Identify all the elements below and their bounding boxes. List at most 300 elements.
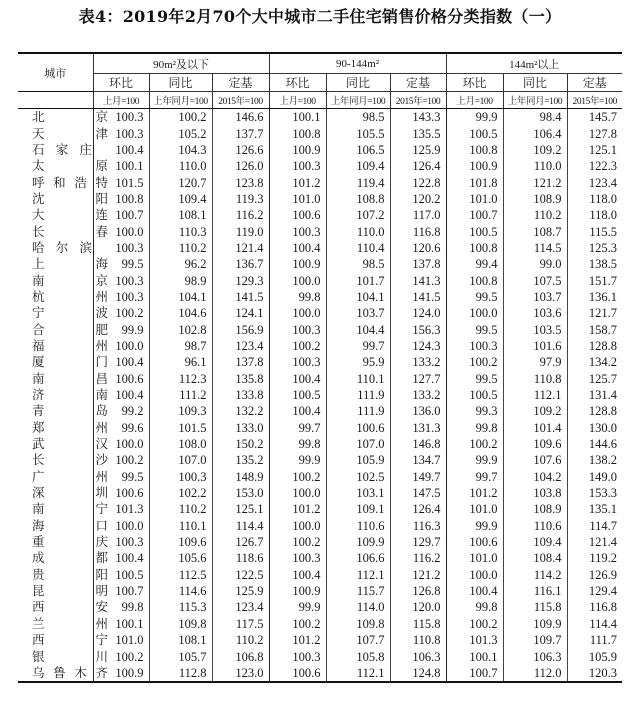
index-value: 110.6 — [503, 518, 567, 534]
index-value: 121.4 — [567, 534, 622, 550]
index-value: 98.4 — [503, 109, 567, 126]
index-value: 120.3 — [567, 665, 622, 682]
index-value: 100.3 — [269, 223, 326, 239]
city-name — [18, 501, 108, 517]
city-name — [18, 288, 108, 305]
city-name-text: 南京 — [32, 272, 108, 288]
index-value: 136.0 — [390, 403, 446, 419]
index-value: 127.8 — [567, 125, 622, 141]
index-value: 109.1 — [326, 501, 390, 517]
index-value: 133.0 — [212, 420, 269, 436]
index-value: 100.3 — [93, 289, 149, 305]
index-value: 138.5 — [567, 256, 622, 272]
index-value: 100.2 — [149, 109, 212, 126]
index-value: 126.0 — [212, 158, 269, 174]
table-row — [18, 256, 622, 272]
table-row — [18, 599, 622, 615]
index-value: 110.3 — [149, 223, 212, 239]
index-value: 101.3 — [93, 501, 149, 517]
index-value: 108.0 — [149, 436, 212, 452]
index-value: 100.2 — [269, 616, 326, 632]
index-value: 110.4 — [326, 240, 390, 256]
table-row — [18, 109, 622, 126]
index-value: 110.8 — [503, 371, 567, 387]
index-value: 121.7 — [567, 305, 622, 321]
index-value: 98.5 — [326, 256, 390, 272]
index-value: 100.3 — [269, 354, 326, 370]
index-value: 100.7 — [446, 665, 503, 682]
index-value: 100.9 — [269, 256, 326, 272]
index-value: 100.4 — [93, 550, 149, 566]
table-row — [18, 125, 622, 141]
index-value: 100.9 — [446, 158, 503, 174]
index-value: 133.2 — [390, 354, 446, 370]
table-row — [18, 207, 622, 223]
index-value: 100.3 — [93, 240, 149, 256]
index-value: 141.3 — [390, 272, 446, 288]
index-value: 145.7 — [567, 109, 622, 126]
index-value: 100.2 — [93, 452, 149, 468]
city-name-text: 成都 — [32, 550, 108, 566]
index-value: 99.5 — [446, 289, 503, 305]
index-value: 133.2 — [390, 387, 446, 403]
index-value: 138.2 — [567, 452, 622, 468]
index-value: 107.0 — [326, 436, 390, 452]
index-value: 100.1 — [446, 648, 503, 664]
sub-header-mom: 环比 — [446, 74, 503, 92]
index-value: 125.1 — [567, 142, 622, 158]
index-value: 131.3 — [390, 420, 446, 436]
index-value: 128.8 — [567, 403, 622, 419]
index-value: 100.6 — [269, 665, 326, 682]
index-value: 102.5 — [326, 469, 390, 485]
base-header-mom: 上月=100 — [446, 92, 503, 109]
index-value: 100.5 — [446, 125, 503, 141]
index-value: 143.3 — [390, 109, 446, 126]
index-value: 153.0 — [212, 485, 269, 501]
index-value: 131.4 — [567, 387, 622, 403]
city-name — [18, 583, 108, 599]
index-value: 119.0 — [212, 223, 269, 239]
city-name-text: 武汉 — [32, 436, 108, 452]
index-value: 100.4 — [93, 354, 149, 370]
index-value: 124.0 — [390, 305, 446, 321]
index-value: 135.8 — [212, 371, 269, 387]
index-value: 107.0 — [149, 452, 212, 468]
city-name — [18, 534, 108, 550]
index-value: 110.1 — [326, 371, 390, 387]
city-name — [18, 223, 108, 239]
city-name — [18, 403, 108, 419]
index-value: 109.4 — [326, 158, 390, 174]
city-name-text: 上海 — [32, 256, 108, 272]
city-name-text: 杭州 — [32, 288, 108, 304]
city-name-text: 海口 — [32, 517, 108, 533]
city-name-text: 西安 — [32, 599, 108, 615]
index-value: 121.2 — [390, 567, 446, 583]
city-name-text: 呼和浩特 — [32, 174, 108, 190]
city-name — [18, 256, 108, 272]
index-value: 99.9 — [446, 452, 503, 468]
index-value: 114.2 — [503, 567, 567, 583]
city-name — [18, 419, 108, 436]
index-value: 100.7 — [93, 207, 149, 223]
index-value: 136.1 — [567, 289, 622, 305]
city-name-text: 长春 — [32, 223, 108, 239]
index-value: 100.2 — [93, 305, 149, 321]
table-row — [18, 632, 622, 648]
index-value: 133.8 — [212, 387, 269, 403]
index-value: 106.6 — [326, 550, 390, 566]
index-value: 100.8 — [446, 272, 503, 288]
index-value: 104.1 — [326, 289, 390, 305]
index-value: 100.9 — [269, 142, 326, 158]
city-name — [18, 207, 108, 223]
index-value: 101.2 — [269, 632, 326, 648]
index-value: 101.0 — [446, 501, 503, 517]
city-name — [18, 354, 108, 370]
base-header-mom: 上月=100 — [93, 92, 149, 109]
index-value: 103.8 — [503, 485, 567, 501]
group-header-large: 144m²以上 — [446, 53, 622, 74]
index-value: 134.7 — [390, 452, 446, 468]
index-value: 123.4 — [567, 174, 622, 190]
city-name — [18, 190, 108, 207]
index-value: 104.1 — [149, 289, 212, 305]
index-value: 135.1 — [567, 501, 622, 517]
index-value: 100.6 — [446, 534, 503, 550]
index-value: 110.2 — [212, 632, 269, 648]
index-value: 99.8 — [446, 420, 503, 436]
index-value: 115.3 — [149, 599, 212, 615]
index-value: 107.6 — [503, 452, 567, 468]
index-value: 100.4 — [93, 387, 149, 403]
index-value: 110.2 — [149, 501, 212, 517]
index-value: 98.5 — [326, 109, 390, 126]
base-header-yoy: 上年同月=100 — [503, 92, 567, 109]
index-value: 111.2 — [149, 387, 212, 403]
table-row — [18, 158, 622, 174]
city-name — [18, 305, 108, 321]
index-value: 158.7 — [567, 321, 622, 337]
city-name — [18, 125, 108, 141]
index-value: 106.5 — [326, 142, 390, 158]
index-value: 103.7 — [503, 289, 567, 305]
city-name — [18, 550, 108, 566]
table-row — [18, 501, 622, 517]
index-value: 141.5 — [212, 289, 269, 305]
index-value: 112.1 — [326, 665, 390, 682]
index-value: 100.4 — [269, 403, 326, 419]
index-value: 100.1 — [93, 158, 149, 174]
table-row — [18, 583, 622, 599]
index-value: 100.6 — [93, 485, 149, 501]
index-value: 100.8 — [446, 240, 503, 256]
index-value: 111.9 — [326, 387, 390, 403]
index-value: 129.7 — [390, 534, 446, 550]
index-value: 99.4 — [446, 256, 503, 272]
city-name — [18, 517, 108, 534]
index-value: 100.3 — [93, 534, 149, 550]
index-value: 100.3 — [269, 321, 326, 337]
index-value: 99.5 — [93, 256, 149, 272]
index-value: 100.2 — [93, 648, 149, 664]
sub-header-mom: 环比 — [93, 74, 149, 92]
index-value: 121.4 — [212, 240, 269, 256]
city-name — [18, 599, 108, 615]
base-header-yoy: 上年同月=100 — [149, 92, 212, 109]
city-name-text: 昆明 — [32, 583, 108, 599]
index-value: 126.6 — [212, 142, 269, 158]
index-value: 100.9 — [269, 583, 326, 599]
city-name — [18, 370, 108, 387]
index-value: 110.2 — [503, 207, 567, 223]
index-value: 100.0 — [93, 338, 149, 354]
table-row — [18, 289, 622, 305]
table-row — [18, 534, 622, 550]
index-value: 100.0 — [269, 305, 326, 321]
city-name — [18, 158, 108, 174]
index-value: 127.7 — [390, 371, 446, 387]
index-value: 112.8 — [149, 665, 212, 682]
city-name — [18, 485, 108, 501]
index-value: 99.8 — [93, 599, 149, 615]
index-value: 108.7 — [503, 223, 567, 239]
index-value: 101.5 — [149, 420, 212, 436]
table-row — [18, 354, 622, 370]
city-name-text: 银川 — [32, 648, 108, 664]
index-value: 114.7 — [567, 518, 622, 534]
index-value: 112.1 — [326, 567, 390, 583]
sub-header-fixed-base: 定基 — [212, 74, 269, 92]
city-name-text: 厦门 — [32, 354, 108, 370]
index-value: 141.5 — [390, 289, 446, 305]
index-value: 97.9 — [503, 354, 567, 370]
price-index-table — [18, 52, 622, 683]
index-value: 101.8 — [446, 174, 503, 190]
index-value: 123.4 — [212, 338, 269, 354]
index-value: 156.3 — [390, 321, 446, 337]
index-value: 100.2 — [269, 338, 326, 354]
index-value: 100.2 — [269, 469, 326, 485]
index-value: 105.8 — [326, 648, 390, 664]
index-value: 122.3 — [567, 158, 622, 174]
index-value: 114.4 — [567, 616, 622, 632]
table-row — [18, 305, 622, 321]
table-header — [18, 53, 622, 109]
city-name-text: 乌鲁木齐 — [32, 664, 108, 680]
table-title: 表4：2019年2月70个大中城市二手住宅销售价格分类指数（一） — [78, 7, 562, 26]
index-value: 100.5 — [93, 567, 149, 583]
index-value: 108.1 — [149, 207, 212, 223]
index-value: 101.7 — [326, 272, 390, 288]
index-value: 99.7 — [326, 338, 390, 354]
index-value: 107.2 — [326, 207, 390, 223]
index-value: 121.2 — [503, 174, 567, 190]
city-name — [18, 109, 108, 126]
index-value: 111.9 — [326, 403, 390, 419]
index-value: 110.8 — [390, 632, 446, 648]
index-value: 104.4 — [326, 321, 390, 337]
index-value: 100.5 — [269, 387, 326, 403]
index-value: 126.9 — [567, 567, 622, 583]
index-value: 98.7 — [149, 338, 212, 354]
index-value: 106.3 — [390, 648, 446, 664]
index-value: 101.3 — [446, 632, 503, 648]
base-header-yoy: 上年同月=100 — [326, 92, 390, 109]
index-value: 100.0 — [93, 223, 149, 239]
index-value: 114.6 — [149, 583, 212, 599]
table-row — [18, 567, 622, 583]
index-value: 109.4 — [503, 534, 567, 550]
city-name-text: 郑州 — [32, 419, 108, 435]
city-header-spacer — [18, 92, 93, 109]
index-value: 102.2 — [149, 485, 212, 501]
sub-header-yoy: 同比 — [149, 74, 212, 92]
index-value: 120.6 — [390, 240, 446, 256]
index-value: 137.7 — [212, 125, 269, 141]
city-name-text: 石家庄 — [32, 141, 92, 157]
index-value: 100.1 — [93, 616, 149, 632]
index-value: 107.5 — [503, 272, 567, 288]
index-value: 112.1 — [503, 387, 567, 403]
index-value: 109.6 — [149, 534, 212, 550]
city-name — [18, 664, 108, 682]
city-name-text: 兰州 — [32, 615, 108, 631]
index-value: 134.2 — [567, 354, 622, 370]
city-name — [18, 468, 108, 485]
index-value: 153.3 — [567, 485, 622, 501]
index-value: 100.3 — [149, 469, 212, 485]
index-value: 99.7 — [269, 420, 326, 436]
sub-header-yoy: 同比 — [326, 74, 390, 92]
index-value: 110.0 — [149, 158, 212, 174]
index-value: 105.9 — [326, 452, 390, 468]
index-value: 103.7 — [326, 305, 390, 321]
index-value: 122.5 — [212, 567, 269, 583]
city-name-text: 深圳 — [32, 485, 108, 501]
index-value: 99.5 — [93, 469, 149, 485]
city-name-text: 南昌 — [32, 370, 108, 386]
index-value: 108.9 — [503, 191, 567, 207]
index-value: 100.3 — [269, 648, 326, 664]
base-header-fixed-base: 2015年=100 — [212, 92, 269, 109]
index-value: 100.0 — [446, 567, 503, 583]
index-value: 100.4 — [446, 583, 503, 599]
city-name-text: 青岛 — [32, 403, 108, 419]
index-value: 100.2 — [446, 436, 503, 452]
index-value: 130.0 — [567, 420, 622, 436]
index-value: 104.6 — [149, 305, 212, 321]
index-value: 103.5 — [503, 321, 567, 337]
city-name — [18, 452, 108, 468]
index-value: 128.8 — [567, 338, 622, 354]
table-row — [18, 420, 622, 436]
index-value: 119.4 — [326, 174, 390, 190]
index-value: 135.5 — [390, 125, 446, 141]
index-value: 109.9 — [503, 616, 567, 632]
index-value: 115.8 — [503, 599, 567, 615]
index-value: 125.9 — [212, 583, 269, 599]
table-row — [18, 142, 622, 158]
index-value: 100.7 — [93, 583, 149, 599]
index-value: 122.8 — [390, 174, 446, 190]
index-value: 106.8 — [212, 648, 269, 664]
index-value: 119.3 — [212, 191, 269, 207]
index-value: 118.0 — [567, 207, 622, 223]
index-value: 118.6 — [212, 550, 269, 566]
index-value: 109.7 — [503, 632, 567, 648]
index-value: 135.2 — [212, 452, 269, 468]
index-value: 112.3 — [149, 371, 212, 387]
index-value: 109.8 — [326, 616, 390, 632]
index-value: 101.2 — [269, 174, 326, 190]
city-name-text: 沈阳 — [32, 190, 108, 206]
index-value: 120.2 — [390, 191, 446, 207]
index-value: 101.0 — [93, 632, 149, 648]
index-value: 156.9 — [212, 321, 269, 337]
index-value: 96.2 — [149, 256, 212, 272]
index-value: 123.8 — [212, 174, 269, 190]
table-row — [18, 240, 622, 256]
sub-header-yoy: 同比 — [503, 74, 567, 92]
index-value: 99.9 — [446, 518, 503, 534]
index-value: 112.5 — [149, 567, 212, 583]
table-row — [18, 648, 622, 664]
city-name-text: 福州 — [32, 337, 108, 353]
index-value: 100.0 — [446, 305, 503, 321]
index-value: 146.8 — [390, 436, 446, 452]
table-row — [18, 452, 622, 468]
index-value: 100.0 — [93, 436, 149, 452]
index-value: 100.0 — [269, 518, 326, 534]
city-column-header: 城市 — [18, 53, 93, 92]
index-value: 102.8 — [149, 321, 212, 337]
index-value: 109.9 — [326, 534, 390, 550]
index-value: 100.4 — [269, 567, 326, 583]
index-value: 100.3 — [269, 158, 326, 174]
index-value: 105.6 — [149, 550, 212, 566]
table-row — [18, 371, 622, 387]
index-value: 110.2 — [149, 240, 212, 256]
index-value: 101.2 — [446, 485, 503, 501]
index-value: 116.2 — [212, 207, 269, 223]
index-value: 100.0 — [269, 272, 326, 288]
index-value: 124.1 — [212, 305, 269, 321]
index-value: 136.7 — [212, 256, 269, 272]
index-value: 101.5 — [93, 174, 149, 190]
index-value: 109.3 — [149, 403, 212, 419]
index-value: 100.2 — [269, 534, 326, 550]
index-value: 129.4 — [567, 583, 622, 599]
index-value: 105.9 — [567, 648, 622, 664]
index-value: 101.2 — [269, 501, 326, 517]
index-value: 100.9 — [93, 665, 149, 682]
index-value: 106.3 — [503, 648, 567, 664]
index-value: 101.6 — [503, 338, 567, 354]
index-value: 100.2 — [446, 354, 503, 370]
index-value: 101.0 — [446, 550, 503, 566]
city-name-text: 南宁 — [32, 501, 108, 517]
index-value: 100.3 — [446, 338, 503, 354]
city-name — [18, 436, 108, 452]
index-value: 114.5 — [503, 240, 567, 256]
index-value: 101.0 — [269, 191, 326, 207]
index-value: 100.2 — [446, 616, 503, 632]
table-row — [18, 387, 622, 403]
index-value: 105.7 — [149, 648, 212, 664]
city-name-text: 贵阳 — [32, 566, 108, 582]
